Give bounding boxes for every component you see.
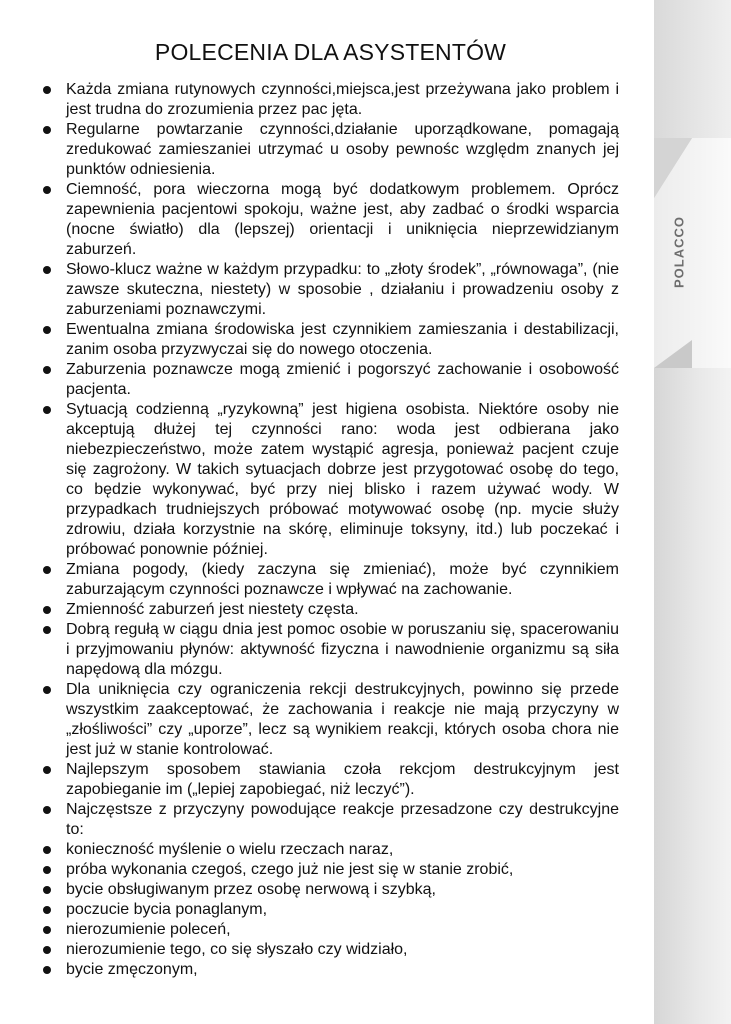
list-item-text: bycie zmęczonym, xyxy=(66,961,198,978)
list-item xyxy=(42,180,619,260)
bullet-icon xyxy=(43,326,51,334)
bullet-icon xyxy=(43,126,51,134)
list-item xyxy=(42,840,619,860)
bullet-icon xyxy=(43,266,51,274)
list-item-text: Regularne powtarzanie czynności,działanie uporządkowane, pomagają zredukować zamieszaniei utrzymać u osoby pewnośc względm znanych jej punktów odniesienia. xyxy=(66,121,619,178)
bullet-icon xyxy=(43,766,51,774)
list-item xyxy=(42,760,619,800)
bullet-icon xyxy=(43,966,51,974)
bullet-icon xyxy=(43,806,51,814)
list-item xyxy=(42,400,619,560)
list-item xyxy=(42,260,619,320)
page-title: POLECENIA DLA ASYSTENTÓW xyxy=(154,39,507,65)
bullet-icon xyxy=(43,566,51,574)
document-content xyxy=(42,38,619,980)
list-item xyxy=(42,120,619,180)
bullet-icon xyxy=(43,886,51,894)
bullet-icon xyxy=(43,406,51,414)
list-item-text: nierozumienie poleceń, xyxy=(66,921,231,938)
list-item-text: Najczęstsze z przyczyny powodujące reakcje przesadzone czy destrukcyjne to: xyxy=(66,801,619,838)
list-item-text: próba wykonania czegoś, czego już nie jest się w stanie zrobić, xyxy=(66,861,514,878)
bullet-icon xyxy=(43,926,51,934)
list-item xyxy=(42,900,619,920)
bullet-icon xyxy=(43,906,51,914)
list-item xyxy=(42,860,619,880)
list-item-text: konieczność myślenie o wielu rzeczach naraz, xyxy=(66,841,394,858)
side-strip-top xyxy=(654,0,731,138)
side-tab-strip xyxy=(654,0,731,1024)
list-item xyxy=(42,560,619,600)
tab-fold-shadow xyxy=(654,138,692,198)
list-item xyxy=(42,880,619,900)
list-item xyxy=(42,800,619,840)
list-item-text: poczucie bycia ponaglanym, xyxy=(66,901,268,918)
tab-fold-bottom xyxy=(654,340,692,368)
list-item-text: Każda zmiana rutynowych czynności,miejsca,jest przeżywana jako problem i jest trudna do zrozumienia przez pac jęta. xyxy=(66,81,619,118)
instructions-list xyxy=(42,80,619,980)
bullet-icon xyxy=(43,846,51,854)
list-item-text: Sytuacją codzienną „ryzykowną” jest higiena osobista. Niektóre osoby nie akceptują dłużej tej czynności rano: woda jest odbierana jako niebezpieczeństwo, może zatem wystąpić agresja, ponieważ pacjent czuje się zagrożony. W takich sytuacjach dobrze jest przygotować osobę do tego, co będzie wykonywać, być przy niej blisko i razem używać wody. W przypadkach trudniejszych próbować motywować osobę (np. mycie służy zdrowiu, działa korzystnie na skórę, eliminuje toksyny, itd.) lub poczekać i próbować ponownie później. xyxy=(66,401,619,558)
list-item-text: Zaburzenia poznawcze mogą zmienić i pogorszyć zachowanie i osobowość pacjenta. xyxy=(66,361,619,398)
bullet-icon xyxy=(43,946,51,954)
list-item-text: Ciemność, pora wieczorna mogą być dodatkowym problemem. Oprócz zapewnienia pacjentowi spokoju, ważne jest, aby zadbać o środki wsparcia (nocne światło) dla (lepszej) orientacji i uniknięcia nieprzewidzianym zaburzeń. xyxy=(66,181,619,258)
list-item xyxy=(42,960,619,980)
list-item xyxy=(42,680,619,760)
list-item xyxy=(42,920,619,940)
list-item xyxy=(42,600,619,620)
list-item-text: Zmienność zaburzeń jest niestety częsta. xyxy=(66,601,359,618)
list-item-text: bycie obsługiwanym przez osobę nerwową i szybką, xyxy=(66,881,436,898)
list-item xyxy=(42,940,619,960)
bullet-icon xyxy=(43,686,51,694)
list-item xyxy=(42,360,619,400)
bullet-icon xyxy=(43,626,51,634)
list-item-text: Słowo-klucz ważne w każdym przypadku: to „złoty środek”, „równowaga”, (nie zawsze skuteczna, niestety) w sposobie , działaniu i prowadzeniu osoby z zaburzeniami poznawczymi. xyxy=(66,261,619,318)
bullet-icon xyxy=(43,366,51,374)
list-item-text: Dla uniknięcia czy ograniczenia rekcji destrukcyjnych, powinno się przede wszystkim zaakceptować, że zachowania i reakcje nie mają przyczyny w „złośliwości” czy „uporze”, lecz są wynikiem reakcji, których osoba chora nie jest już w stanie kontrolować. xyxy=(66,681,619,758)
list-item xyxy=(42,80,619,120)
list-item xyxy=(42,320,619,360)
bullet-icon xyxy=(43,86,51,94)
list-item-text: nierozumienie tego, co się słyszało czy widziało, xyxy=(66,941,408,958)
bullet-icon xyxy=(43,866,51,874)
bullet-icon xyxy=(43,606,51,614)
list-item xyxy=(42,620,619,680)
list-item-text: Najlepszym sposobem stawiania czoła rekcjom destrukcyjnym jest zapobieganie im („lepiej zapobiegać, niż leczyć”). xyxy=(66,761,619,798)
language-tab-label: POLACCO xyxy=(671,216,687,288)
list-item-text: Ewentualna zmiana środowiska jest czynnikiem zamieszania i destabilizacji, zanim osoba przyzwyczai się do nowego otoczenia. xyxy=(66,321,619,358)
list-item-text: Dobrą regułą w ciągu dnia jest pomoc osobie w poruszaniu się, spacerowaniu i przyjmowaniu płynów: aktywność fizyczna i nawodnienie organizmu są siła napędową dla mózgu. xyxy=(66,621,619,678)
list-item-text: Zmiana pogody, (kiedy zaczyna się zmieniać), może być czynnikiem zaburzającym czynności poznawcze i wpływać na zachowanie. xyxy=(66,561,619,598)
bullet-icon xyxy=(43,186,51,194)
side-strip-lower xyxy=(654,368,731,1024)
